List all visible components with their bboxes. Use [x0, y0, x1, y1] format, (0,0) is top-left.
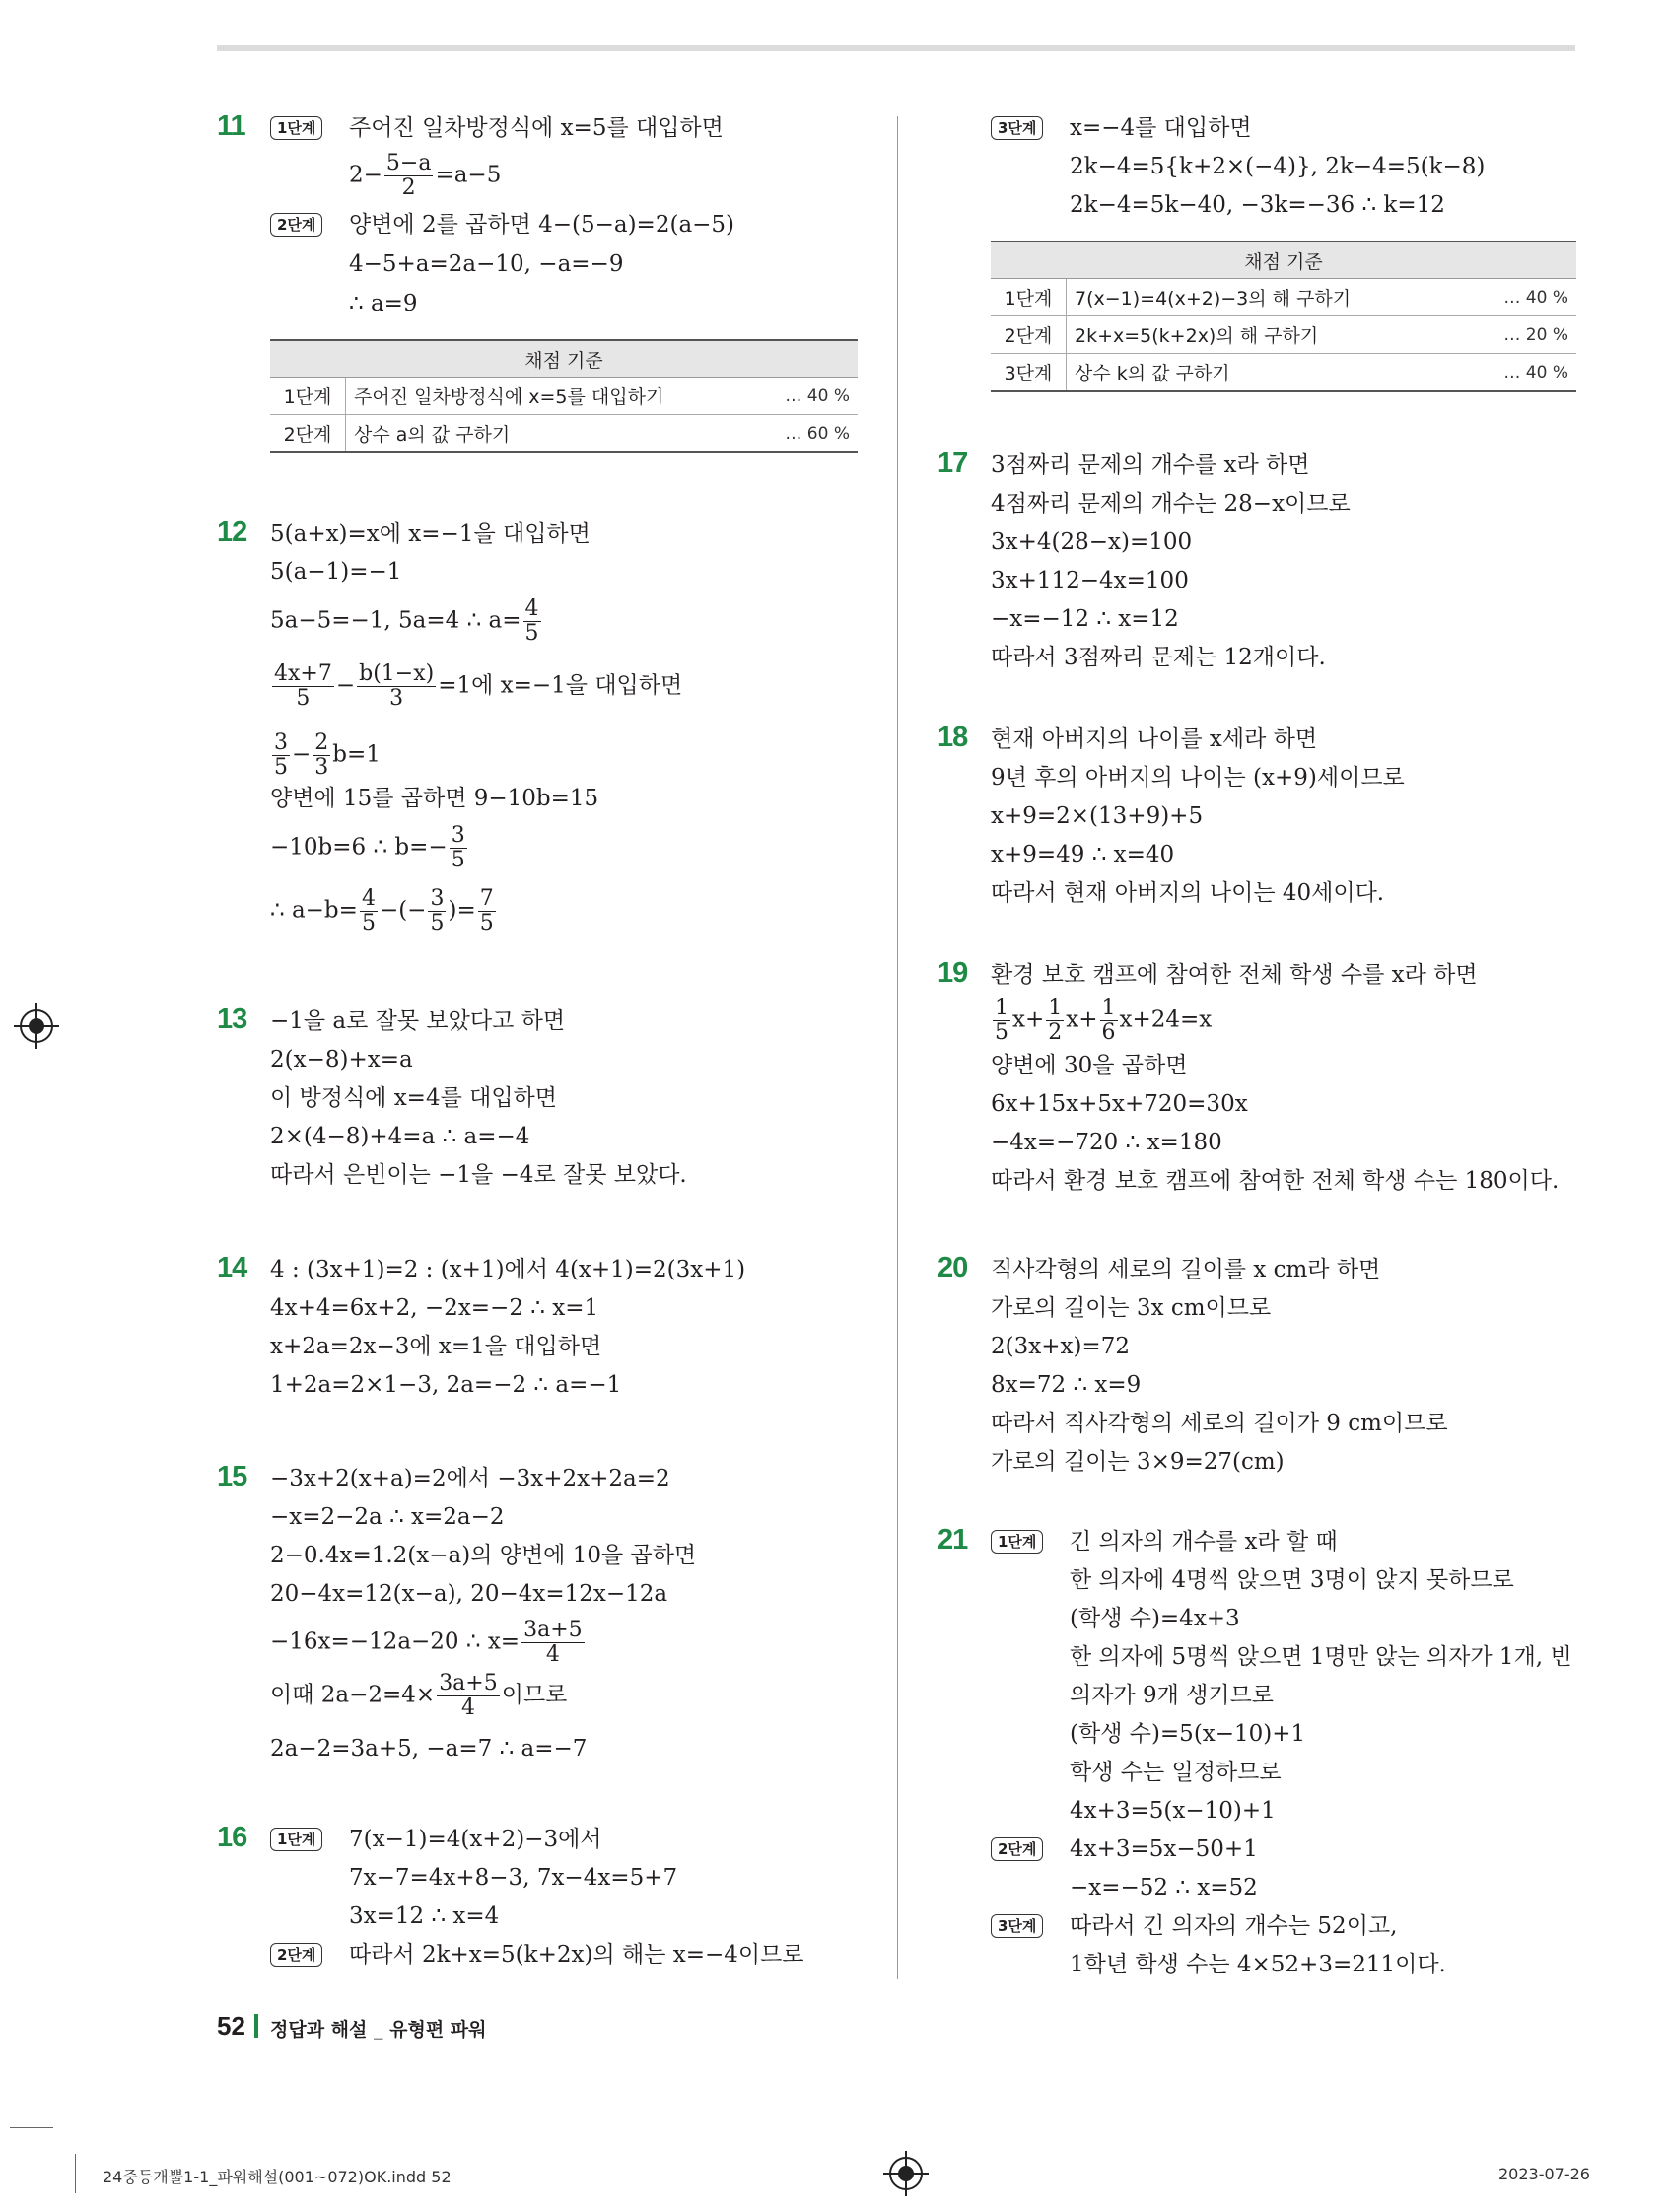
solution-line: x+9=2×(13+9)+5 — [991, 803, 1204, 829]
solution-line — [991, 997, 1212, 1045]
solution-line: 5(a+x)=x에 x=−1을 대입하면 — [270, 521, 591, 547]
solution-line: 4x+3=5x−50+1 — [1070, 1836, 1258, 1862]
desc-cell: 상수 k의 값 구하기 — [1067, 354, 1473, 392]
desc-cell: 2k+x=5(k+2x)의 해 구하기 — [1067, 316, 1473, 354]
table-row — [270, 378, 858, 415]
problem-number: 17 — [938, 448, 968, 479]
fraction — [523, 597, 541, 646]
solution-line: 4x+3=5(x−10)+1 — [1070, 1798, 1276, 1824]
denominator: 5 — [995, 1020, 1008, 1045]
solution-line: (학생 수)=5(x−10)+1 — [1070, 1721, 1306, 1747]
fraction — [521, 1619, 585, 1667]
solution-line — [349, 152, 501, 200]
step-badge: 1단계 — [270, 1828, 322, 1851]
solution-line: 3x+112−4x=100 — [991, 568, 1189, 593]
fraction — [437, 1672, 500, 1720]
fraction — [428, 887, 446, 935]
table-row — [270, 415, 858, 453]
denominator: 5 — [361, 911, 376, 935]
solution-line: −x=−52 ∴ x=52 — [1070, 1875, 1258, 1901]
step-badge: 3단계 — [991, 116, 1043, 140]
solution-line: 2(3x+x)=72 — [991, 1334, 1130, 1359]
text: x+ — [1066, 1006, 1098, 1033]
solution-line: 환경 보호 캠프에 참여한 전체 학생 수를 x라 하면 — [991, 962, 1478, 988]
solution-line: 4점짜리 문제의 개수는 28−x이므로 — [991, 491, 1351, 517]
solution-line: 20−4x=12(x−a), 20−4x=12x−12a — [270, 1581, 668, 1607]
solution-line: −4x=−720 ∴ x=180 — [991, 1130, 1222, 1155]
solution-line: x+2a=2x−3에 x=1을 대입하면 — [270, 1334, 602, 1359]
solution-line: −x=−12 ∴ x=12 — [991, 606, 1179, 632]
denominator: 5 — [451, 848, 465, 872]
crop-mark — [10, 2127, 53, 2128]
fraction — [360, 887, 378, 935]
desc-cell: 주어진 일차방정식에 x=5를 대입하기 — [346, 378, 754, 415]
fraction — [384, 152, 434, 200]
solution-line: 직사각형의 세로의 길이를 x cm라 하면 — [991, 1257, 1381, 1282]
step-badge: 1단계 — [270, 116, 322, 140]
pct-cell: … 40 % — [1472, 279, 1576, 316]
numerator: 3a+5 — [523, 1618, 583, 1642]
problem-number: 14 — [217, 1252, 247, 1283]
solution-line: 4−5+a=2a−10, −a=−9 — [349, 251, 624, 277]
denominator: 6 — [1101, 1020, 1116, 1045]
solution-line: 의자가 9개 생기므로 — [1070, 1683, 1274, 1708]
problem-number: 19 — [938, 957, 968, 989]
numerator: 3 — [430, 886, 445, 911]
step-cell: 1단계 — [991, 279, 1067, 316]
solution-line: 3x+4(28−x)=100 — [991, 529, 1193, 555]
denominator: 5 — [274, 755, 288, 780]
crop-mark — [75, 2154, 76, 2193]
text: x+24=x — [1119, 1006, 1213, 1033]
solution-line: 한 의자에 5명씩 앉으면 1명만 앉는 의자가 1개, 빈 — [1070, 1644, 1572, 1670]
numerator: 2 — [314, 730, 329, 755]
denominator: 5 — [296, 686, 311, 711]
solution-line — [270, 597, 543, 646]
table-row — [991, 354, 1576, 392]
denominator: 5 — [479, 911, 494, 935]
pct-cell: … 20 % — [1472, 316, 1576, 354]
problem-number: 15 — [217, 1461, 247, 1492]
fraction — [1100, 997, 1118, 1045]
solution-line: 현재 아버지의 나이를 x세라 하면 — [991, 726, 1318, 752]
step-badge: 2단계 — [991, 1837, 1043, 1861]
solution-line: 9년 후의 아버지의 나이는 (x+9)세이므로 — [991, 765, 1405, 791]
solution-line: 5(a−1)=−1 — [270, 559, 402, 585]
solution-line: 주어진 일차방정식에 x=5를 대입하면 — [349, 115, 724, 141]
problem-number: 20 — [938, 1252, 968, 1283]
table-header: 채점 기준 — [991, 242, 1576, 279]
solution-line: 따라서 2k+x=5(k+2x)의 해는 x=−4이므로 — [349, 1942, 804, 1968]
problem-number: 18 — [938, 722, 968, 753]
numerator: 3 — [274, 730, 288, 755]
problem-number: 21 — [938, 1524, 968, 1555]
page-number: 52 — [217, 2011, 245, 2040]
table-header: 채점 기준 — [270, 340, 858, 378]
step-cell: 3단계 — [991, 354, 1067, 392]
numerator: 1 — [995, 996, 1008, 1020]
solution-line: 학생 수는 일정하므로 — [1070, 1760, 1282, 1785]
denominator: 3 — [314, 755, 329, 780]
denominator: 5 — [430, 911, 445, 935]
solution-line — [270, 662, 682, 711]
solution-line: −1을 a로 잘못 보았다고 하면 — [270, 1008, 566, 1034]
numerator: 7 — [479, 886, 494, 911]
solution-line: 1+2a=2×1−3, 2a=−2 ∴ a=−1 — [270, 1372, 622, 1398]
text: 이때 2a−2=4× — [270, 1682, 436, 1708]
problem-number: 13 — [217, 1003, 247, 1035]
solution-line: 긴 의자의 개수를 x라 할 때 — [1070, 1529, 1338, 1555]
text: )= — [448, 897, 476, 924]
solution-line: 7(x−1)=4(x+2)−3에서 — [349, 1827, 602, 1852]
solution-line: 3점짜리 문제의 개수를 x라 하면 — [991, 452, 1310, 478]
solution-line: 양변에 2를 곱하면 4−(5−a)=2(a−5) — [349, 212, 735, 238]
solution-line: 양변에 15를 곱하면 9−10b=15 — [270, 786, 599, 811]
text: x+ — [1012, 1006, 1045, 1033]
step-badge: 2단계 — [270, 213, 322, 237]
solution-line: 6x+15x+5x+720=30x — [991, 1091, 1248, 1117]
column-divider — [897, 116, 898, 1979]
registration-mark-icon — [20, 1009, 53, 1043]
solution-line: 8x=72 ∴ x=9 — [991, 1372, 1142, 1398]
numerator: 1 — [1101, 996, 1116, 1020]
solution-line: 따라서 직사각형의 세로의 길이가 9 cm이므로 — [991, 1411, 1448, 1436]
denominator: 2 — [401, 175, 416, 200]
solution-line: 이 방정식에 x=4를 대입하면 — [270, 1085, 557, 1111]
fraction — [993, 997, 1010, 1045]
step-badge: 1단계 — [991, 1530, 1043, 1554]
numerator: b(1−x) — [359, 661, 435, 686]
solution-line — [270, 1619, 587, 1667]
table-row — [991, 279, 1576, 316]
solution-line — [270, 731, 381, 780]
text: =1에 x=−1을 대입하면 — [438, 672, 683, 699]
solution-line: 따라서 긴 의자의 개수는 52이고, — [1070, 1913, 1398, 1939]
text: −(− — [379, 897, 427, 924]
solution-line: 2k−4=5{k+2×(−4)}, 2k−4=5(k−8) — [1070, 154, 1486, 179]
denominator: 4 — [460, 1695, 475, 1720]
solution-line — [270, 824, 469, 872]
fraction — [313, 731, 330, 780]
solution-line: 4x+4=6x+2, −2x=−2 ∴ x=1 — [270, 1295, 599, 1321]
table-row — [991, 316, 1576, 354]
fraction — [450, 824, 467, 872]
solution-line: −x=2−2a ∴ x=2a−2 — [270, 1504, 505, 1530]
top-rule — [217, 45, 1575, 51]
text: 5a−5=−1, 5a=4 ∴ a= — [270, 607, 521, 634]
denominator: 4 — [545, 1642, 560, 1667]
solution-line: 2×(4−8)+4=a ∴ a=−4 — [270, 1124, 530, 1149]
solution-line: 양변에 30을 곱하면 — [991, 1053, 1188, 1078]
solution-line: 2a−2=3a+5, −a=7 ∴ a=−7 — [270, 1736, 588, 1762]
step-cell: 1단계 — [270, 378, 346, 415]
text: − — [335, 672, 356, 699]
numerator: 1 — [1048, 996, 1063, 1020]
numerator: 4x+7 — [274, 661, 332, 686]
registration-mark-icon — [889, 2157, 923, 2190]
text: 이므로 — [501, 1682, 568, 1708]
footer-title: 정답과 해설 _ 유형편 파워 — [270, 2019, 487, 2040]
print-date: 2023-07-26 — [1498, 2165, 1590, 2183]
solution-line: 따라서 환경 보호 캠프에 참여한 전체 학생 수는 180이다. — [991, 1168, 1560, 1194]
solution-line: 따라서 현재 아버지의 나이는 40세이다. — [991, 880, 1385, 906]
solution-line: 2(x−8)+x=a — [270, 1047, 413, 1072]
solution-line: 한 의자에 4명씩 앉으면 3명이 앉지 못하므로 — [1070, 1567, 1514, 1593]
step-cell: 2단계 — [991, 316, 1067, 354]
solution-line: ∴ a=9 — [349, 291, 418, 316]
solution-line: 7x−7=4x+8−3, 7x−4x=5+7 — [349, 1865, 678, 1891]
step-cell: 2단계 — [270, 415, 346, 453]
desc-cell: 7(x−1)=4(x+2)−3의 해 구하기 — [1067, 279, 1473, 316]
denominator: 5 — [524, 621, 539, 646]
text: −10b=6 ∴ b=− — [270, 834, 448, 861]
fraction — [357, 662, 436, 711]
numerator: 3 — [451, 823, 465, 848]
problem-number: 11 — [217, 110, 245, 142]
solution-line: (학생 수)=4x+3 — [1070, 1606, 1240, 1631]
print-file-info: 24중등개뿔1-1_파워해설(001~072)OK.indd 52 — [103, 2168, 452, 2186]
solution-line: 2−0.4x=1.2(x−a)의 양변에 10을 곱하면 — [270, 1543, 697, 1568]
solution-line: 2k−4=5k−40, −3k=−36 ∴ k=12 — [1070, 192, 1445, 218]
solution-line: 가로의 길이는 3x cm이므로 — [991, 1295, 1272, 1321]
solution-line: −3x+2(x+a)=2에서 −3x+2x+2a=2 — [270, 1466, 670, 1491]
solution-line — [270, 887, 498, 935]
denominator: 2 — [1048, 1020, 1063, 1045]
problem-number: 16 — [217, 1822, 247, 1853]
solution-line: 따라서 3점짜리 문제는 12개이다. — [991, 645, 1326, 670]
text: =a−5 — [435, 162, 502, 188]
solution-line — [270, 1672, 567, 1720]
fraction — [478, 887, 496, 935]
text: 2− — [349, 162, 382, 188]
solution-line: 따라서 은빈이는 −1을 −4로 잘못 보았다. — [270, 1162, 687, 1188]
numerator: 4 — [524, 596, 539, 621]
fraction — [1046, 997, 1064, 1045]
denominator: 3 — [389, 686, 404, 711]
step-badge: 2단계 — [270, 1943, 322, 1967]
fraction — [272, 731, 290, 780]
pct-cell: … 60 % — [753, 415, 858, 453]
solution-line: 4 : (3x+1)=2 : (x+1)에서 4(x+1)=2(3x+1) — [270, 1257, 746, 1282]
fraction — [272, 662, 334, 711]
scoring-table — [270, 339, 858, 453]
pct-cell: … 40 % — [753, 378, 858, 415]
solution-line: 가로의 길이는 3×9=27(cm) — [991, 1449, 1285, 1475]
text: b=1 — [332, 741, 381, 768]
text: − — [292, 741, 312, 768]
numerator: 3a+5 — [439, 1671, 498, 1695]
solution-line: x=−4를 대입하면 — [1070, 115, 1252, 141]
desc-cell: 상수 a의 값 구하기 — [346, 415, 754, 453]
problem-number: 12 — [217, 517, 247, 548]
text: ∴ a−b= — [270, 897, 358, 924]
step-badge: 3단계 — [991, 1914, 1043, 1938]
solution-line: x+9=49 ∴ x=40 — [991, 842, 1175, 867]
numerator: 4 — [361, 886, 376, 911]
scoring-table — [991, 241, 1576, 392]
text: −16x=−12a−20 ∴ x= — [270, 1628, 521, 1655]
numerator: 5−a — [385, 151, 432, 175]
solution-line: 3x=12 ∴ x=4 — [349, 1903, 500, 1929]
solution-line: 1학년 학생 수는 4×52+3=211이다. — [1070, 1952, 1446, 1977]
footer-divider — [254, 2014, 258, 2038]
pct-cell: … 40 % — [1472, 354, 1576, 392]
